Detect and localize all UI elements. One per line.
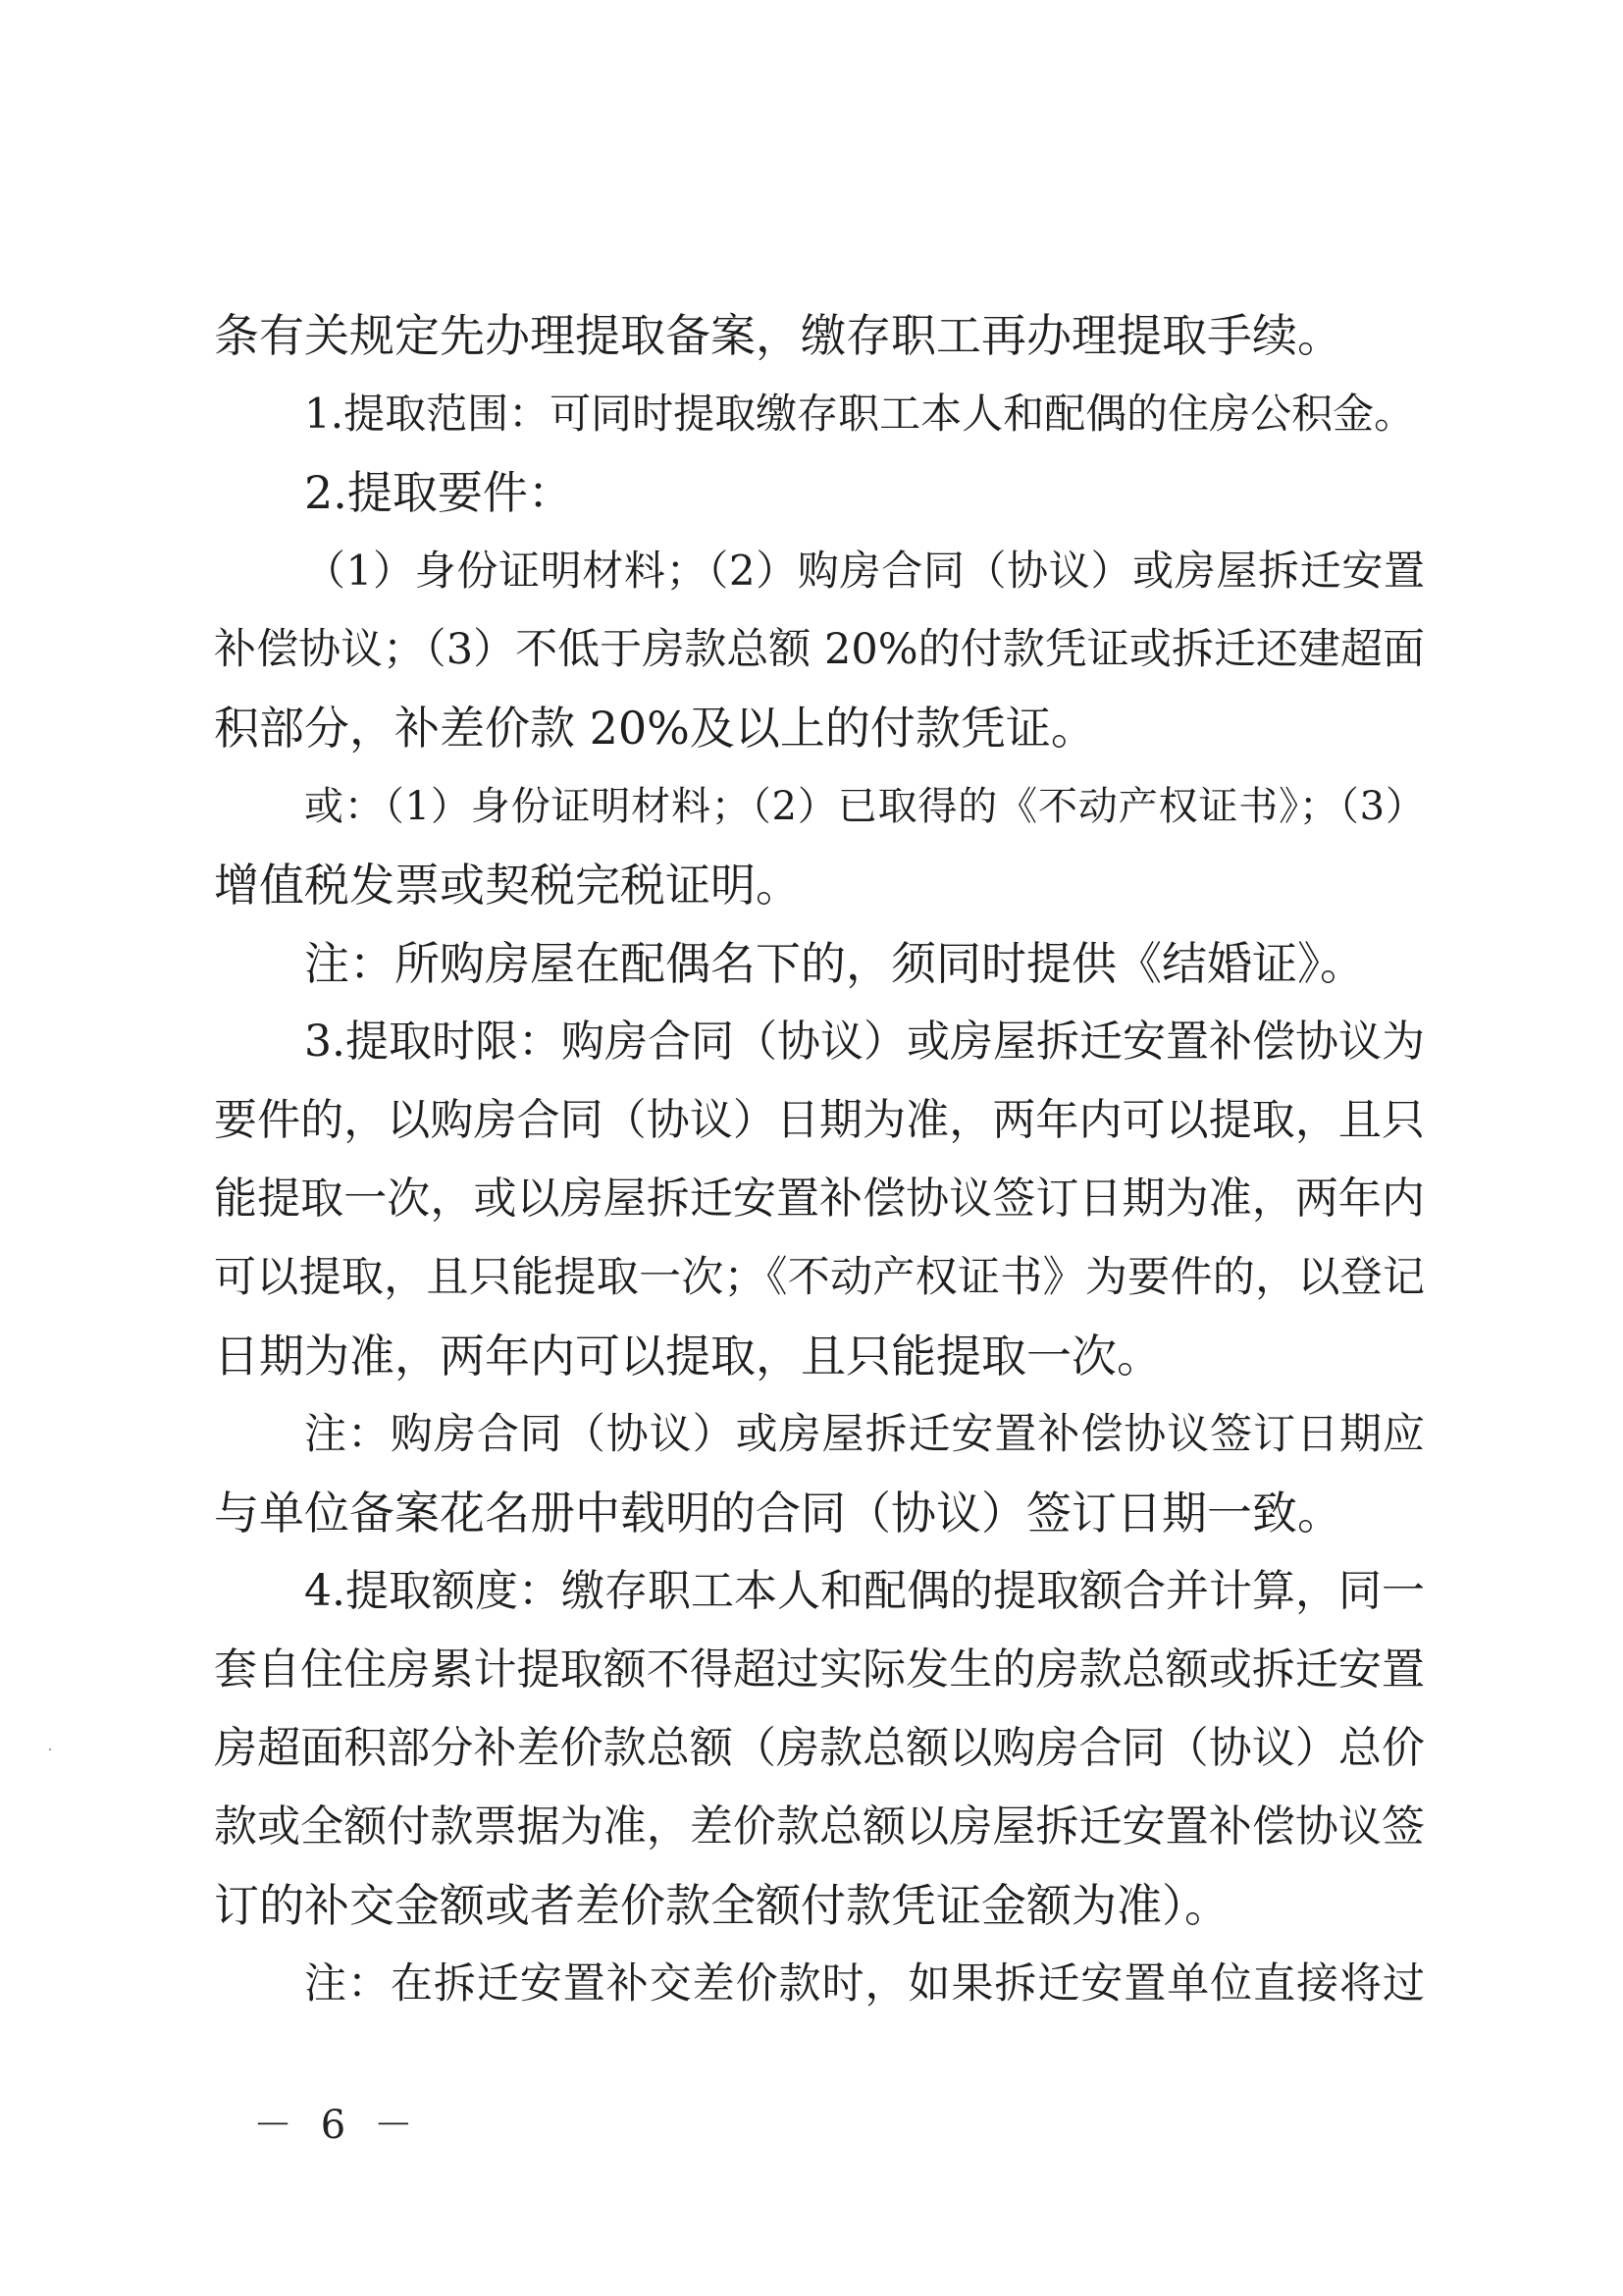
- body-line: 或：（1）身份证明材料；（2）已取得的《不动产权证书》；（3）: [304, 784, 1425, 829]
- body-line: 订的补交金额或者差价款全额付款凭证金额为准）。: [214, 1879, 1230, 1932]
- body-line: 与单位备案花名册中载明的合同（协议）签订日期一致。: [214, 1487, 1342, 1539]
- scan-speck: [49, 1748, 51, 1750]
- body-line: 注：购房合同（协议）或房屋拆迁安置补偿协议签订日期应: [304, 1410, 1425, 1459]
- document-body: [214, 296, 1425, 2023]
- body-line: 款或全额付款票据为准，差价款总额以房屋拆迁安置补偿协议签: [214, 1801, 1425, 1852]
- body-line: 日期为准，两年内可以提取，且只能提取一次。: [214, 1330, 1162, 1383]
- body-line: 2.提取要件：: [304, 466, 573, 519]
- body-line: 4.提取额度：缴存职工本人和配偶的提取额合并计算，同一: [304, 1566, 1425, 1616]
- body-line: 房超面积部分补差价款总额（房款总额以购房合同（协议）总价: [214, 1723, 1425, 1773]
- body-line: 补偿协议；（3）不低于房款总额 20%的付款凭证或拆迁还建超面: [214, 625, 1425, 674]
- body-line: 增值税发票或契税完税证明。: [214, 859, 801, 912]
- body-line: 3.提取时限：购房合同（协议）或房屋拆迁安置补偿协议为: [304, 1017, 1425, 1067]
- page-number: － 6 －: [253, 2103, 421, 2148]
- body-line: 1.提取范围：可同时提取缴存职工本人和配偶的住房公积金。: [304, 390, 1416, 438]
- body-line: （1）身份证明材料；（2）购房合同（协议）或房屋拆迁安置: [304, 547, 1425, 595]
- body-line: 条有关规定先办理提取备案，缴存职工再办理提取手续。: [214, 309, 1342, 362]
- body-line: 套自住住房累计提取额不得超过实际发生的房款总额或拆迁安置: [214, 1644, 1425, 1695]
- body-line: 积部分，补差价款 20%及以上的付款凭证。: [214, 702, 1096, 755]
- body-line: 注：所购房屋在配偶名下的，须同时提供《结婚证》。: [304, 937, 1365, 990]
- body-line: 要件的，以购房合同（协议）日期为准，两年内可以提取，且只: [214, 1095, 1425, 1145]
- body-line: 能提取一次，或以房屋拆迁安置补偿协议签订日期为准，两年内: [214, 1174, 1425, 1224]
- body-line: 可以提取，且只能提取一次；《不动产权证书》为要件的，以登记: [214, 1253, 1425, 1302]
- body-line: 注：在拆迁安置补交差价款时，如果拆迁安置单位直接将过: [304, 1959, 1425, 2009]
